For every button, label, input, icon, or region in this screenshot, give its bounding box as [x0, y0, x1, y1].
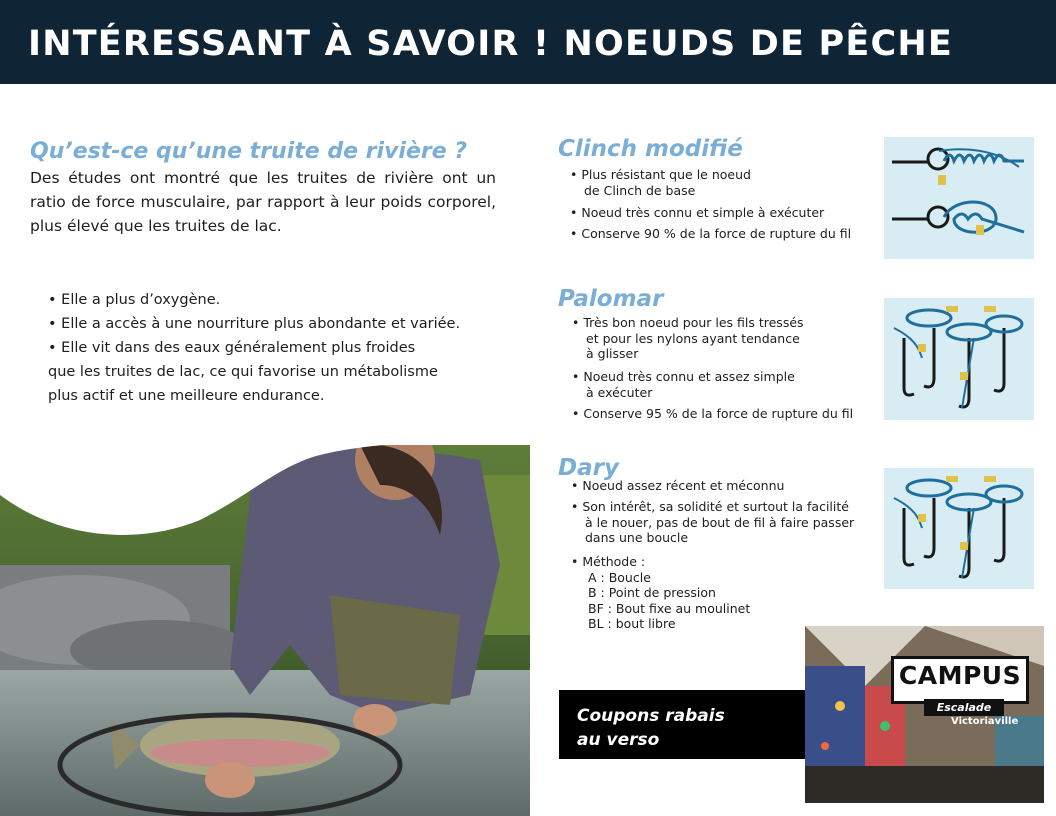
campus-logo	[891, 656, 1029, 714]
ad-location: Victoriaville	[951, 716, 1019, 727]
point-line: • Noeud très connu et assez simple	[572, 369, 795, 384]
palomar-point	[572, 369, 795, 400]
dary-knot-diagram	[884, 468, 1034, 589]
intro-body: Des études ont montré que les truites de rivière ont un ratio de force musculaire, par rapport à leur poids corporel, plus élevé que les truites de lac.	[30, 169, 496, 235]
logo-name: CAMPUS	[898, 661, 1022, 690]
knot-title-dary: Dary	[558, 455, 619, 481]
fact-item: plus actif et une meilleure endurance.	[48, 388, 325, 404]
dary-point	[571, 499, 854, 546]
point-line: A : Boucle	[588, 569, 651, 585]
page-title: INTÉRESSANT À SAVOIR ! NOEUDS DE PÊCHE	[28, 24, 953, 64]
point-line: • Noeud assez récent et méconnu	[571, 478, 785, 493]
fact-item: • Elle vit dans des eaux généralement plus froides	[48, 340, 416, 356]
clinch-knot-drawing	[884, 137, 1034, 259]
fact-item: • Elle a accès à une nourriture plus abondante et variée.	[48, 316, 461, 332]
intro-title: Qu’est-ce qu’une truite de rivière ?	[30, 139, 468, 164]
palomar-knot-drawing	[884, 298, 1034, 420]
palomar-point	[572, 315, 804, 362]
point-line: et pour les nylons ayant tendance	[586, 330, 800, 346]
fact-item: que les truites de lac, ce qui favorise un métabolisme	[48, 364, 438, 380]
point-line: B : Point de pression	[588, 585, 716, 600]
point-line: à le nouer, pas de bout de fil à faire passer	[585, 514, 855, 530]
point-line: • Plus résistant que le noeud	[570, 167, 751, 182]
dary-method	[571, 554, 750, 632]
clinch-point	[570, 205, 824, 221]
point-line: à glisser	[586, 346, 639, 361]
clinch-point	[570, 167, 751, 198]
point-line: • Très bon noeud pour les fils tressés	[572, 315, 804, 330]
campus-escalade-ad	[805, 626, 1044, 803]
palomar-point	[572, 406, 853, 422]
knot-title-clinch: Clinch modifié	[558, 136, 743, 162]
coupon-line: au verso	[577, 730, 660, 750]
clinch-point	[570, 226, 851, 242]
dary-point	[571, 478, 784, 494]
coupon-text	[577, 704, 725, 752]
knot-title-palomar: Palomar	[558, 286, 664, 312]
point-line: à exécuter	[586, 384, 653, 400]
point-line: de Clinch de base	[584, 182, 696, 198]
coupon-line: Coupons rabais	[577, 706, 725, 726]
coupon-banner	[559, 690, 805, 759]
header-bar	[0, 0, 1056, 84]
fact-item: • Elle a plus d’oxygène.	[48, 292, 221, 308]
point-line: • Conserve 95 % de la force de rupture du fil	[572, 406, 854, 421]
clinch-knot-diagram	[884, 137, 1034, 259]
dary-knot-drawing	[884, 468, 1034, 589]
point-line: dans une boucle	[585, 530, 689, 545]
point-line: BF : Bout fixe au moulinet	[588, 600, 751, 616]
palomar-knot-diagram	[884, 298, 1034, 420]
point-line: • Méthode :	[571, 554, 646, 569]
logo-sub: Escalade	[924, 699, 1004, 716]
point-line: • Noeud très connu et simple à exécuter	[570, 205, 825, 220]
point-line: • Conserve 90 % de la force de rupture du fil	[570, 226, 852, 241]
point-line: BL : bout libre	[588, 616, 676, 631]
point-line: • Son intérêt, sa solidité et surtout la facilité	[571, 499, 849, 514]
facts-list	[48, 288, 518, 408]
trout-photo-illustration	[0, 445, 530, 816]
trout-fishing-photo	[0, 445, 530, 816]
